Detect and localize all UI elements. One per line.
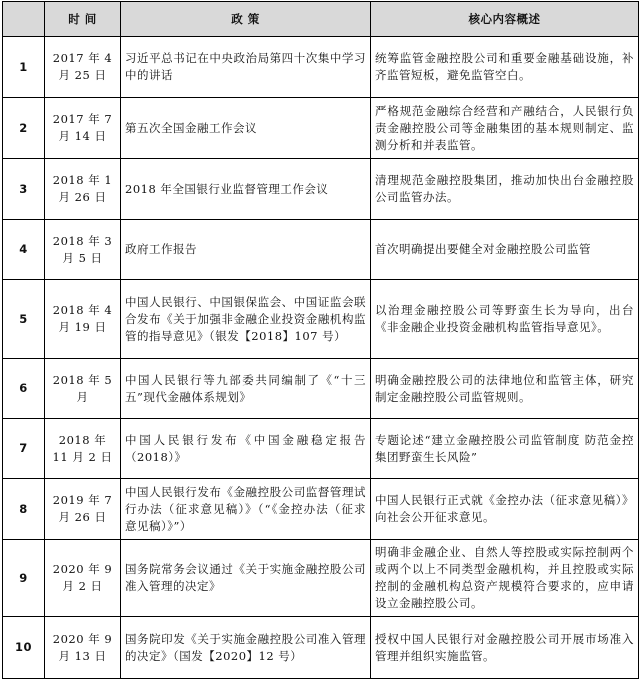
row-date: 2019 年 7 月 26 日 xyxy=(45,479,121,540)
table-row xyxy=(3,419,639,479)
table-row xyxy=(3,37,639,98)
table-row xyxy=(3,159,639,220)
row-index: 2 xyxy=(3,98,45,159)
row-date: 2018 年 4 月 19 日 xyxy=(45,280,121,359)
row-summary: 明确非金融企业、自然人等控股或实际控制两个或两个以上不同类型金融机构，并且控股或实际控制的金融机构总资产规模符合要求的，应申请设立金融控股公司。 xyxy=(371,540,639,617)
header-row xyxy=(3,2,639,37)
row-summary: 首次明确提出要健全对金融控股公司监管 xyxy=(371,220,639,280)
row-index: 3 xyxy=(3,159,45,220)
row-date: 2017 年 4 月 25 日 xyxy=(45,37,121,98)
row-date: 2018 年 1 月 26 日 xyxy=(45,159,121,220)
table-row xyxy=(3,280,639,359)
row-date: 2020 年 9 月 13 日 xyxy=(45,617,121,679)
row-policy: 国务院印发《关于实施金融控股公司准入管理的决定》（国发【2020】12 号） xyxy=(121,617,371,679)
row-index: 4 xyxy=(3,220,45,280)
row-index: 6 xyxy=(3,359,45,419)
row-policy: 中国人民银行等九部委共同编制了《“十三五”现代金融体系规划》 xyxy=(121,359,371,419)
row-summary: 统筹监管金融控股公司和重要金融基础设施，补齐监管短板，避免监管空白。 xyxy=(371,37,639,98)
row-policy: 中国人民银行、中国银保监会、中国证监会联合发布《关于加强非金融企业投资金融机构监管的指导意见》（银发【2018】107 号） xyxy=(121,280,371,359)
header-index xyxy=(3,2,45,37)
table-row xyxy=(3,479,639,540)
row-policy: 国务院常务会议通过《关于实施金融控股公司准入管理的决定》 xyxy=(121,540,371,617)
row-summary: 中国人民银行正式就《金控办法（征求意见稿）》向社会公开征求意见。 xyxy=(371,479,639,540)
row-index: 8 xyxy=(3,479,45,540)
row-index: 7 xyxy=(3,419,45,479)
policy-table xyxy=(2,1,639,679)
row-index: 5 xyxy=(3,280,45,359)
row-index: 10 xyxy=(3,617,45,679)
table-row xyxy=(3,540,639,617)
row-summary: 明确金融控股公司的法律地位和监管主体，研究制定金融控股公司监管规则。 xyxy=(371,359,639,419)
row-summary: 以治理金融控股公司等野蛮生长为导向，出台《非金融企业投资金融机构监管指导意见》。 xyxy=(371,280,639,359)
row-index: 9 xyxy=(3,540,45,617)
header-time: 时 间 xyxy=(45,2,121,37)
table-row xyxy=(3,617,639,679)
row-date: 2018 年 5 月 xyxy=(45,359,121,419)
row-policy: 习近平总书记在中央政治局第四十次集中学习中的讲话 xyxy=(121,37,371,98)
row-index: 1 xyxy=(3,37,45,98)
table-row xyxy=(3,98,639,159)
row-summary: 严格规范金融综合经营和产融结合，人民银行负责金融控股公司等金融集团的基本规则制定、监测分析和并表监管。 xyxy=(371,98,639,159)
row-summary: 清理规范金融控股集团，推动加快出台金融控股公司监管办法。 xyxy=(371,159,639,220)
row-policy: 2018 年全国银行业监督管理工作会议 xyxy=(121,159,371,220)
row-policy: 政府工作报告 xyxy=(121,220,371,280)
row-policy: 第五次全国金融工作会议 xyxy=(121,98,371,159)
header-policy: 政 策 xyxy=(121,2,371,37)
row-summary: 授权中国人民银行对金融控股公司开展市场准入管理并组织实施监管。 xyxy=(371,617,639,679)
row-date: 2018 年 3 月 5 日 xyxy=(45,220,121,280)
row-date: 2018 年 11 月 2 日 xyxy=(45,419,121,479)
row-policy: 中国人民银行发布《金融控股公司监督管理试行办法（征求意见稿）》（“《金控办法（征求意见稿）》”） xyxy=(121,479,371,540)
table-row xyxy=(3,220,639,280)
row-date: 2017 年 7 月 14 日 xyxy=(45,98,121,159)
header-summary: 核心内容概述 xyxy=(371,2,639,37)
row-policy: 中国人民银行发布《中国金融稳定报告（2018）》 xyxy=(121,419,371,479)
row-summary: 专题论述“建立金融控股公司监管制度 防范金控集团野蛮生长风险” xyxy=(371,419,639,479)
table-row xyxy=(3,359,639,419)
row-date: 2020 年 9 月 2 日 xyxy=(45,540,121,617)
